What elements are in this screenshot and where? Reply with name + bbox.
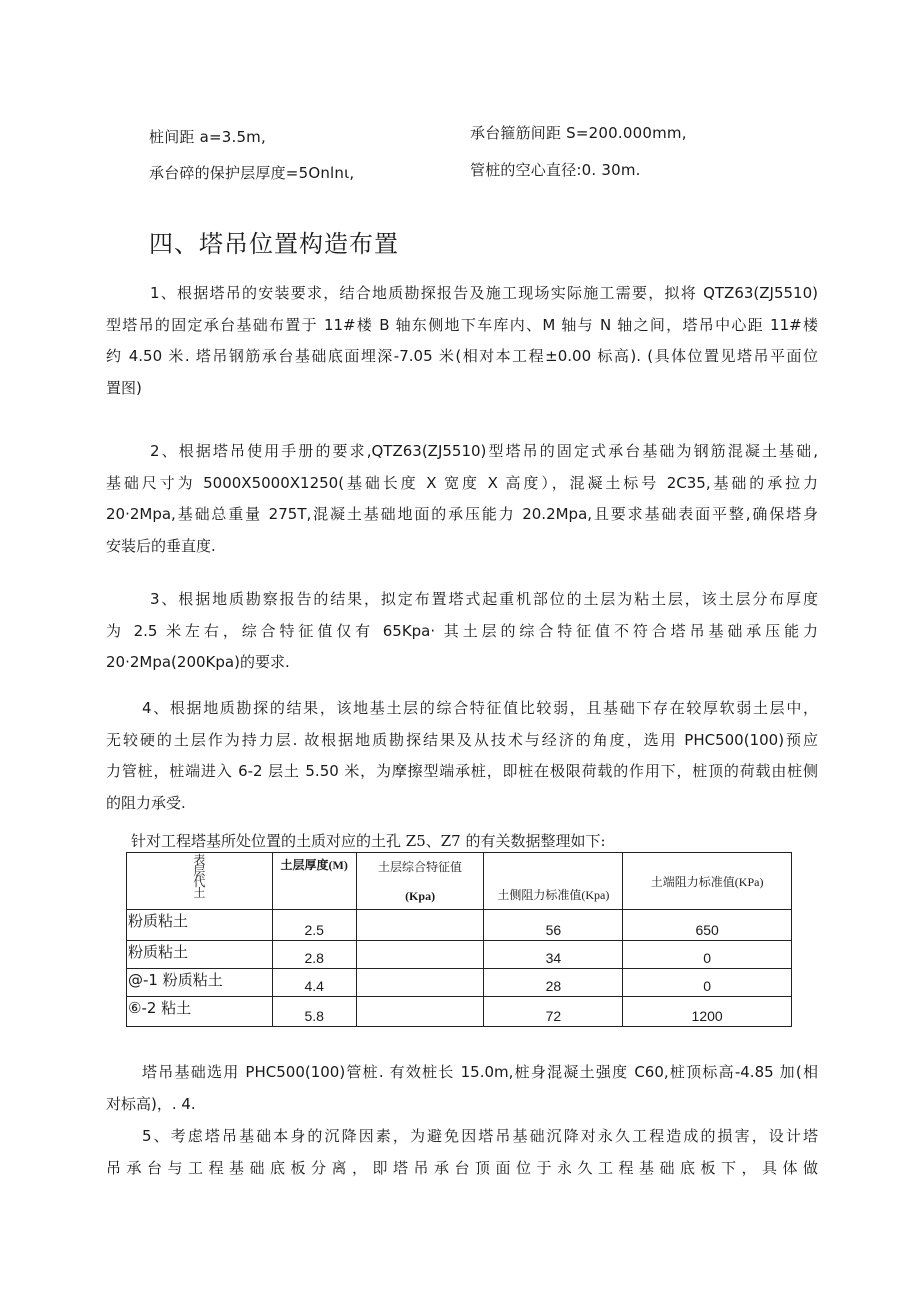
header-side-resistance: 土侧阻力标准值(Kpa) [484, 853, 623, 910]
p3-line: 为 2.5 米左右，综合特征值仅有 65Kpa· 其土层的综合特征值不符合塔吊基础承压能力 [106, 621, 818, 640]
cell-soil-name: @-1 粉质粘土 [127, 969, 273, 997]
cell-thickness: 4.4 [272, 969, 356, 997]
p1-line: 型塔吊的固定承台基础布置于 11#楼 B 轴东侧地下车库内、M 轴与 N 轴之间，塔吊中心距 11#楼 [106, 315, 818, 334]
cell-side-resistance: 34 [484, 941, 623, 969]
p4-line: 4、根据地质勘探的结果，该地基土层的综合特征值比较弱，且基础下存在较厚软弱土层中， [142, 699, 818, 717]
cell-side-resistance: 56 [484, 910, 623, 941]
cell-thickness: 5.8 [272, 997, 356, 1027]
cell-side-resistance: 72 [484, 997, 623, 1027]
p6-line: 5、考虑塔吊基础本身的沉降因素，为避免因塔吊基础沉降对永久工程造成的损害，设计塔 [142, 1127, 818, 1145]
cell-thickness: 2.8 [272, 941, 356, 969]
paragraph-4 [106, 693, 818, 819]
table-row [127, 997, 792, 1027]
p5-line: 对标高)，. 4. [106, 1094, 196, 1113]
p2-line: 安装后的垂直度. [106, 536, 216, 555]
header-soil-layer: 表 层 代 土 [127, 853, 273, 910]
section-title: 四、塔吊位置构造布置 [149, 230, 399, 258]
p5-line: 塔吊基础选用 PHC500(100)管桩. 有效桩长 15.0m,桩身混凝土强度 C60,桩顶标高-4.85 加(相 [142, 1063, 818, 1081]
paragraph-2 [106, 436, 818, 562]
cell-tip-resistance: 0 [623, 969, 792, 997]
paragraph-5 [106, 1057, 818, 1120]
p2-line: 基础尺寸为 5000X5000X1250(基础长度 X 宽度 X 高度），混凝土标号 2C35,基础的承拉力 [106, 473, 818, 492]
header-characteristic: 土层综合特征值 (Kpa) [356, 853, 484, 910]
header-tip-resistance: 土端阻力标准值(KPa) [623, 853, 792, 910]
p3-line: 20·2Mpa(200Kpa)的要求. [106, 653, 290, 671]
p4-line: 力管桩，桩端进入 6-2 层土 5.50 米，为摩擦型端承桩，即桩在极限荷载的作用下，桩顶的荷载由桩侧 [106, 762, 818, 780]
table-caption: 针对工程塔基所处位置的土质对应的土孔 Z5、Z7 的有关数据整理如下: [131, 832, 606, 850]
paragraph-1 [106, 278, 818, 404]
header-thickness: 土层厚度(M) [272, 853, 356, 910]
param-stirrup-spacing: 承台箍筋间距 S=200.000mm, [470, 124, 687, 142]
p4-line: 的阻力承受. [106, 793, 186, 812]
cell-characteristic [356, 969, 484, 997]
param-cover-thickness: 承台碎的保护层厚度=5Onlnι, [149, 164, 355, 182]
p2-line: 20·2Mpa,基础总重量 275T,混凝土基础地面的承压能力 20.2Mpa,且要求基础表面平整,确保塔身 [106, 505, 818, 523]
table-row [127, 969, 792, 997]
param-pile-spacing: 桩间距 a=3.5m, [149, 128, 266, 146]
p1-line: 约 4.50 米. 塔吊钢筋承台基础底面埋深-7.05 米(相对本工程±0.00 标高). (具体位置见塔吊平面位 [106, 347, 818, 365]
p6-line: 吊承台与工程基础底板分离，即塔吊承台顶面位于永久工程基础底板下，具体做 [106, 1158, 818, 1177]
cell-soil-name: ⑥-2 粘土 [127, 997, 273, 1027]
cell-tip-resistance: 0 [623, 941, 792, 969]
cell-characteristic [356, 941, 484, 969]
cell-tip-resistance: 1200 [623, 997, 792, 1027]
soil-data-table [126, 852, 792, 1027]
cell-thickness: 2.5 [272, 910, 356, 941]
table-row [127, 910, 792, 941]
p1-line: 1、根据塔吊的安装要求，结合地质勘探报告及施工现场实际施工需要，拟将 QTZ63(ZJ5510) [150, 284, 818, 302]
p3-line: 3、根据地质勘察报告的结果，拟定布置塔式起重机部位的土层为粘土层，该土层分布厚度 [150, 590, 818, 608]
cell-tip-resistance: 650 [623, 910, 792, 941]
paragraph-3 [106, 584, 818, 679]
table-header-row [127, 853, 792, 910]
cell-soil-name: 粉质粘土 [127, 910, 273, 941]
param-hollow-diameter: 管桩的空心直径:0. 30m. [470, 161, 641, 179]
p1-line: 置图) [106, 378, 142, 397]
p2-line: 2、根据塔吊使用手册的要求,QTZ63(ZJ5510)型塔吊的固定式承台基础为钢筋混凝土基础, [150, 442, 818, 460]
cell-side-resistance: 28 [484, 969, 623, 997]
table-row [127, 941, 792, 969]
cell-soil-name: 粉质粘土 [127, 941, 273, 969]
p4-line: 无较硬的土层作为持力层. 故根据地质勘探结果及从技术与经济的角度，选用 PHC500(100)预应 [106, 730, 818, 749]
cell-characteristic [356, 910, 484, 941]
paragraph-6 [106, 1121, 818, 1184]
cell-characteristic [356, 997, 484, 1027]
